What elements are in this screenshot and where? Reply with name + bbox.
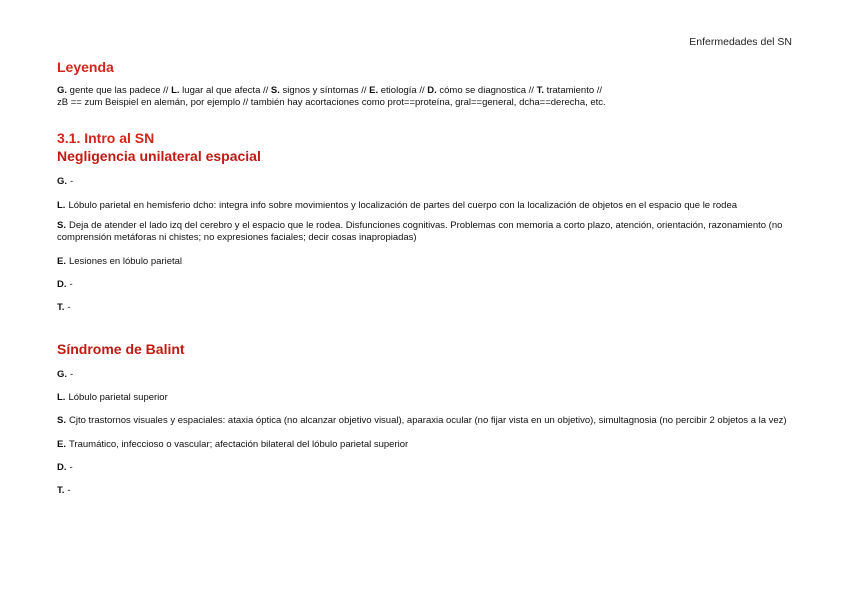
entry-key: T.	[57, 302, 65, 313]
entry-text: -	[69, 279, 73, 290]
entry-l	[57, 392, 797, 404]
legend-desc-d: cómo se diagnostica //	[436, 85, 537, 96]
entry-key: S.	[57, 220, 66, 231]
entry-key: S.	[57, 415, 66, 426]
legend-key-l: L.	[171, 85, 180, 96]
entry-text: -	[70, 369, 74, 380]
entry-d	[57, 462, 797, 474]
entry-key: E.	[57, 256, 66, 267]
entry-text: -	[70, 176, 74, 187]
entry-d	[57, 279, 797, 291]
entry-text: -	[67, 302, 71, 313]
document-content	[57, 58, 797, 497]
disease-title: Negligencia unilateral espacial	[57, 148, 261, 164]
disease-block	[57, 340, 797, 497]
legend-text	[57, 85, 797, 109]
legend-key-t: T.	[536, 85, 544, 96]
entry-l	[57, 200, 797, 212]
entry-text: Lóbulo parietal en hemisferio dcho: integra info sobre movimientos y localización de partes del cuerpo con la localización de objetos en el espacio que le rodea	[68, 200, 738, 211]
entry-key: T.	[57, 485, 65, 496]
entry-s	[57, 220, 797, 244]
section-title: 3.1. Intro al SN	[57, 130, 155, 146]
entry-key: G.	[57, 176, 68, 187]
disease-title: Síndrome de Balint	[57, 341, 185, 357]
section-block	[57, 129, 797, 314]
entry-t	[57, 485, 797, 497]
entry-text: Lóbulo parietal superior	[68, 392, 168, 403]
legend-key-g: G.	[57, 85, 68, 96]
legend-desc-s: signos y síntomas //	[279, 85, 370, 96]
entry-text: -	[69, 462, 73, 473]
entry-g	[57, 176, 797, 188]
entry-text: Cjto trastornos visuales y espaciales: ataxia óptica (no alcanzar objetivo visual), aparaxia ocular (no fijar vista en un objetivo), simultagnosia (no percibir 2 objetos a la vez)	[68, 415, 787, 426]
entry-key: L.	[57, 200, 66, 211]
entry-text: Traumático, infeccioso o vascular; afectación bilateral del lóbulo parietal superior	[68, 439, 409, 450]
entry-key: E.	[57, 439, 66, 450]
entry-text: Lesiones en lóbulo parietal	[68, 256, 183, 267]
legend-desc-e: etiología //	[378, 85, 428, 96]
entry-key: G.	[57, 369, 68, 380]
legend-desc-t: tratamiento //	[543, 85, 603, 96]
entry-t	[57, 302, 797, 314]
entry-key: D.	[57, 279, 67, 290]
entry-g	[57, 369, 797, 381]
entry-s	[57, 415, 797, 427]
entry-e	[57, 439, 797, 451]
legend-abbreviations: zB == zum Beispiel en alemán, por ejemplo // también hay acortaciones como prot==proteína, gral==general, dcha==derecha, etc.	[57, 97, 606, 108]
legend-key-d: D.	[427, 85, 437, 96]
entry-text: Deja de atender el lado izq del cerebro y el espacio que le rodea. Disfunciones cognitivas. Problemas con memoria a corto plazo, atención, orientación, razonamiento (no comprensión metáforas ni chistes; no expresiones faciales; decir cosas inapropiadas)	[57, 220, 783, 243]
legend-desc-g: gente que las padece //	[67, 85, 172, 96]
entry-text: -	[67, 485, 71, 496]
legend-key-e: E.	[369, 85, 379, 96]
legend-title: Leyenda	[57, 59, 114, 75]
legend-key-s: S.	[270, 85, 280, 96]
entry-key: D.	[57, 462, 67, 473]
entry-key: L.	[57, 392, 66, 403]
running-header: Enfermedades del SN	[689, 36, 792, 48]
entry-e	[57, 256, 797, 268]
legend-desc-l: lugar al que afecta //	[179, 85, 271, 96]
